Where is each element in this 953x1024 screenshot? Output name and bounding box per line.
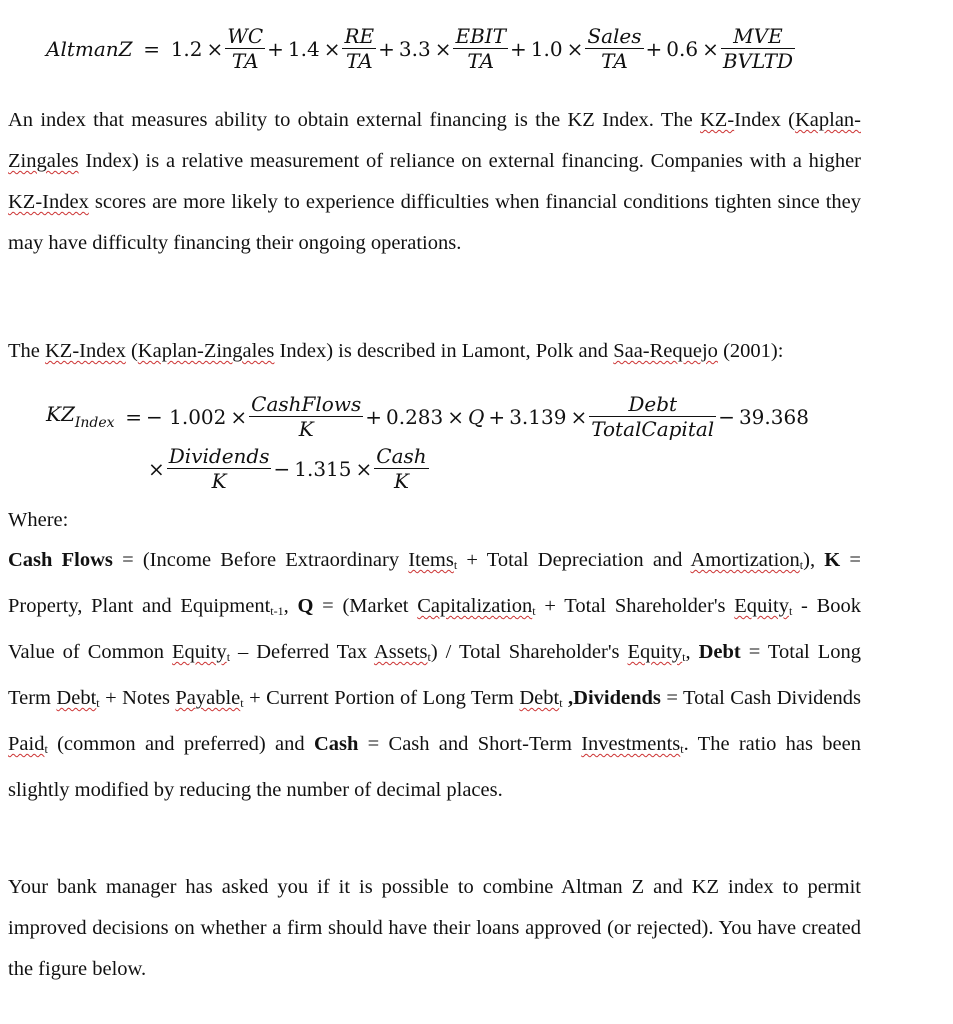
coef-2: 1.4	[287, 36, 320, 61]
coef-3: 3.3	[398, 36, 431, 61]
where-label: Where:	[8, 509, 69, 531]
frac-ebit-ta: $\frac{\text{EBIT}}{TA}$	[455, 24, 507, 73]
kz-coef-4: 39.368	[738, 404, 809, 429]
kz-coef-5: 1.315	[294, 456, 352, 481]
altman-lhs: AltmanZ	[46, 36, 133, 61]
kz-q: Q	[468, 404, 485, 429]
frac-cashflows-k: $\frac{\text{CashFlows}}{K}$	[251, 392, 362, 441]
altman-z-equation: AltmanZ = 1.2 × $\frac{WC}{TA}$ + 1.4 × $\frac{RE}{TA}$ + 3.3 × $\frac{\text{EBIT}}{TA}$ + 1.0 × $\frac{\text{Sales}}{TA}$ + 0.6 × $\frac{\text{MVE}}{\text{BVLTD}}$	[46, 24, 794, 73]
kz-equation-line-1: $KZ_{Index}$ = − 1.002 × $\frac{\text{CashFlows}}{K}$ + 0.283 × Q + 3.139 × $\frac{\text{Debt}}{\text{TotalCapital}}$ − 39.368	[46, 392, 809, 441]
frac-cash-k: $\frac{\text{Cash}}{K}$	[376, 444, 427, 493]
kz-equation-line-2: × $\frac{\text{Dividends}}{K}$ − 1.315 × $\frac{\text{Cash}}{K}$	[148, 444, 427, 493]
frac-debt-totalcapital: $\frac{\text{Debt}}{\text{TotalCapital}}$	[591, 392, 715, 441]
closing-paragraph: Your bank manager has asked you if it is possible to combine Altman Z and KZ index to permit improved decisions on whether a firm should have their loans approved (or rejected). You have created the figure below.	[8, 876, 861, 980]
coef-4: 1.0	[530, 36, 563, 61]
coef-5: 0.6	[666, 36, 699, 61]
kz-coef-2: 0.283	[385, 404, 444, 429]
kz-source-paragraph: The KZ-Index (Kaplan-Zingales Index) is described in Lamont, Polk and Saa-Requejo (2001):	[8, 340, 784, 362]
equals-sign: =	[143, 36, 160, 61]
kz-intro-paragraph: An index that measures ability to obtain external financing is the KZ Index. The KZ-Index (Kaplan-Zingales Index) is a relative measurement of reliance on external financing. Companies with a higher KZ-Index scores are more likely to experience difficulties when financial conditions tighten since they may have difficulty financing their ongoing operations.	[8, 109, 861, 254]
definitions-paragraph: Cash Flows = (Income Before Extraordinary Items$_t$ + Total Depreciation and Amortization$_t$), K = Property, Plant and Equipment$_{t-1}$, Q = (Market Capitalization$_t$ + Total Shareholder's Equity$_t$ - Book Value of Common Equity$_t$ – Deferred Tax Assets$_t$) / Total Shareholder's Equity$_t$, Debt = Total Long Term Debt$_t$ + Notes Payable$_t$ + Current Portion of Long Term Debt$_t$ ,Dividends = Total Cash Dividends Paid$_t$ (common and preferred) and Cash = Cash and Short-Term Investments$_t$. The ratio has been slightly modified by reducing the number of decimal places.	[8, 549, 862, 801]
frac-re-ta: $\frac{RE}{TA}$	[344, 24, 375, 73]
frac-sales-ta: $\frac{\text{Sales}}{TA}$	[587, 24, 642, 73]
coef-1: 1.2	[170, 36, 203, 61]
frac-wc-ta: $\frac{WC}{TA}$	[227, 24, 264, 73]
frac-dividends-k: $\frac{\text{Dividends}}{K}$	[168, 444, 270, 493]
kz-coef-3: 3.139	[509, 404, 567, 429]
kz-lhs: $KZ_{Index}$	[46, 401, 115, 431]
kz-coef-1: − 1.002	[146, 404, 227, 429]
frac-mve-bvltd: $\frac{\text{MVE}}{\text{BVLTD}}$	[722, 24, 794, 73]
